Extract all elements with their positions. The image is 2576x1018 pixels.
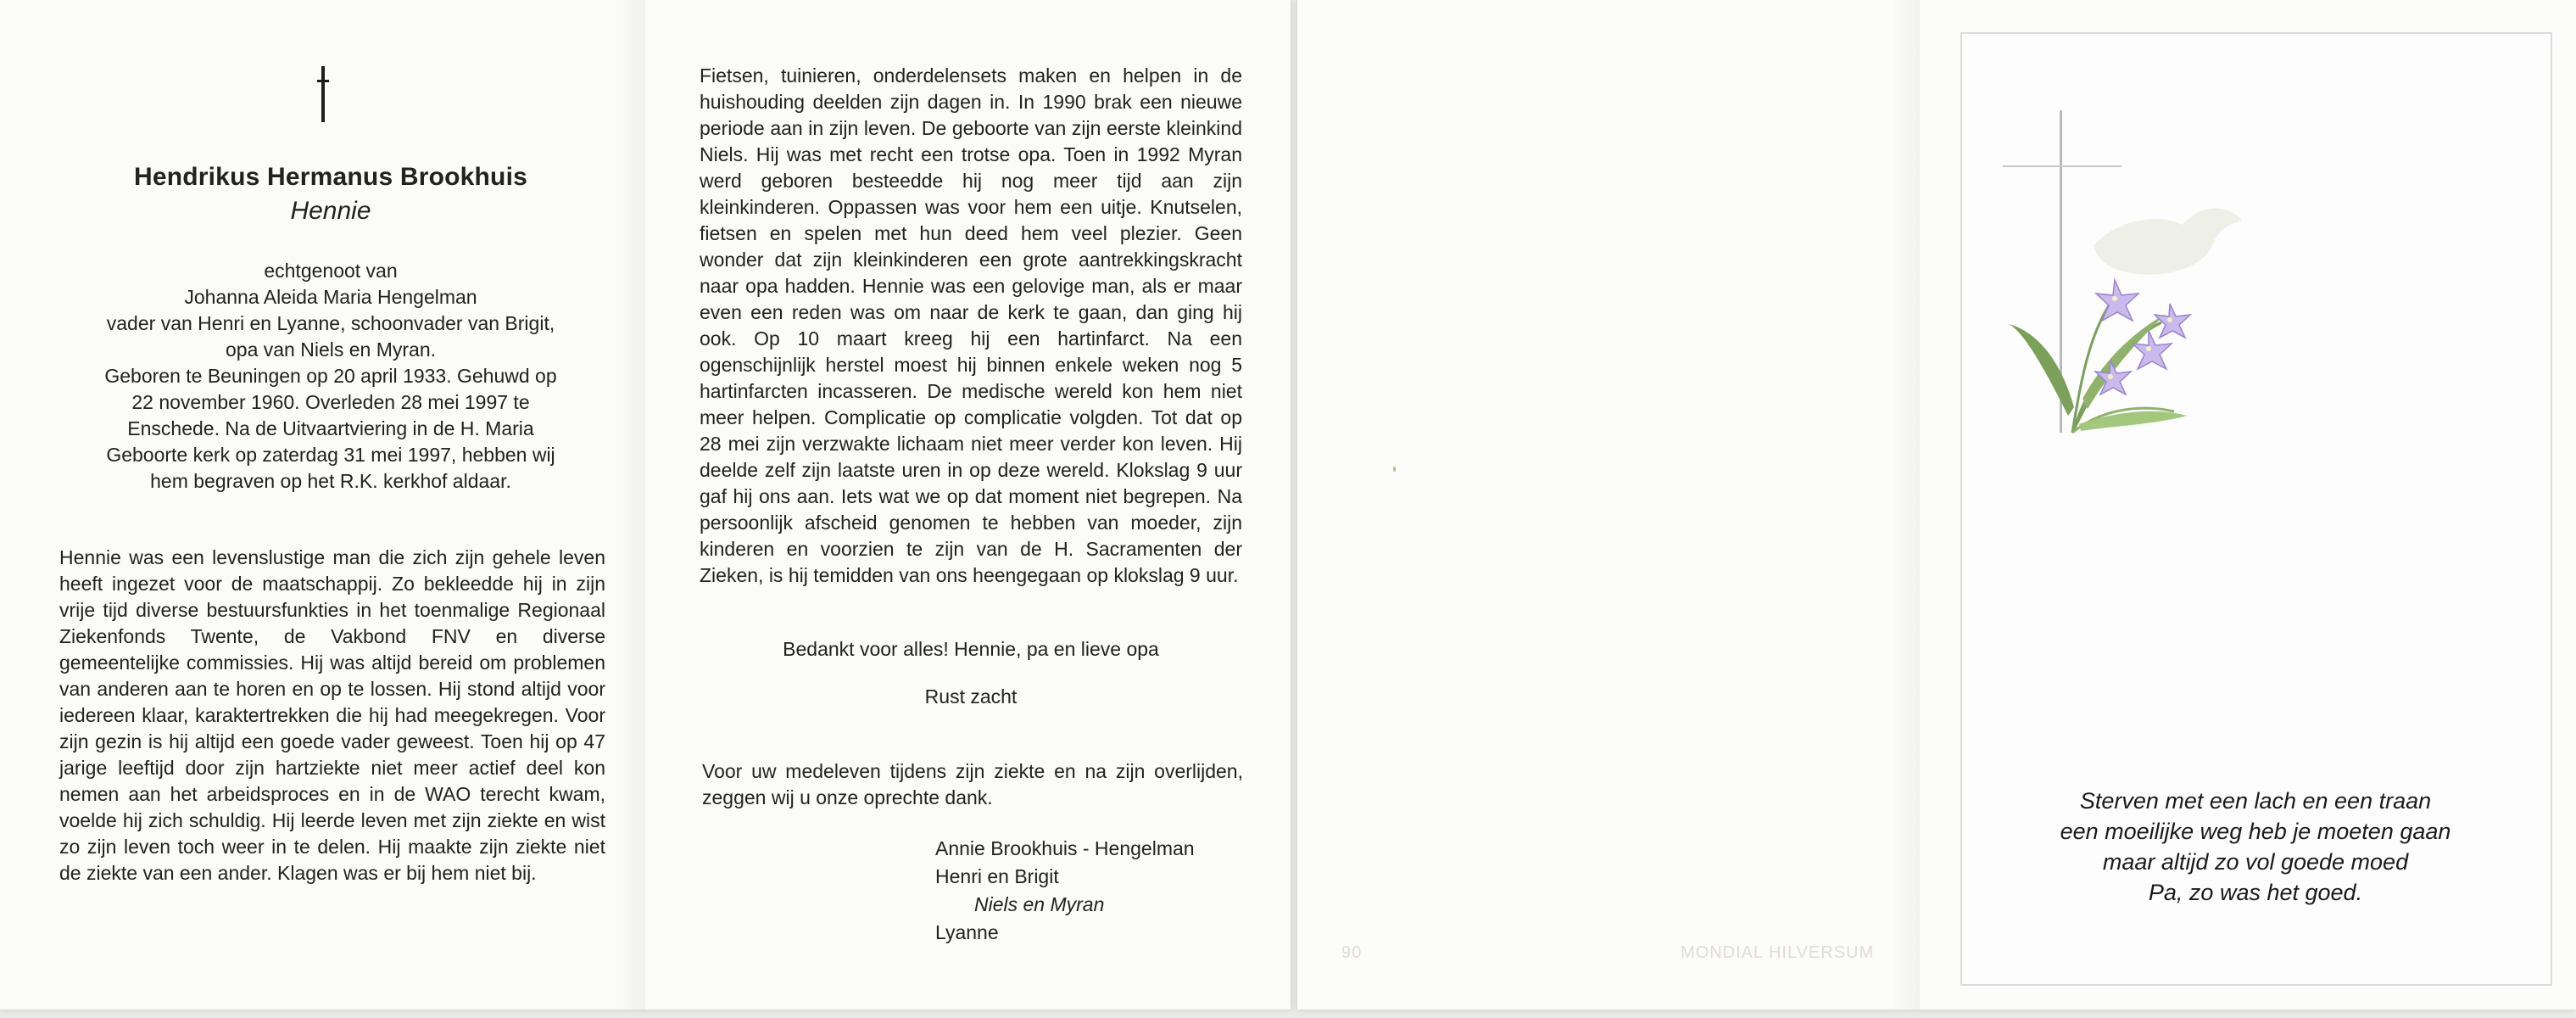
rest-in-peace-line: Rust zacht <box>924 685 1018 708</box>
memorial-poem <box>1984 786 2527 908</box>
inner-left-page <box>0 0 644 1010</box>
family-and-dates <box>51 258 611 495</box>
inner-spread <box>0 0 1291 1010</box>
poem-line: Sterven met een lach en een traan <box>2079 788 2432 814</box>
intro-line: Geboorte kerk op zaterdag 31 mei 1997, hebben wij <box>106 444 555 466</box>
cross-with-flowers-icon <box>1988 76 2259 458</box>
signature-line: Henri en Brigit <box>935 865 1059 887</box>
biography-text: Hennie was een levenslustige man die zich zijn gehele leven heeft ingezet voor de maatschappij. Zo bekleedde hij in zijn vrije tijd diverse bestuursfunkties in het toenmalige Regionaal Ziekenfonds Twente, de Vakbond FNV en diverse gemeentelijke commissies. Hij was altijd bereid om problemen van anderen aan te horen en op te lossen. Hij stond altijd voor iedereen klaar, karaktertrekken die hij had meegekregen. Voor zijn gezin is hij altijd een goede vader geweest. Toen hij op 47 jarige leeftijd door zijn hartziekte niet meer actief deel kon nemen aan het arbeidsproces en in de WAO terecht kwam, voelde hij zich schuldig. Hij leerde leven met zijn ziekte en wist zo zijn leven toch weer in te delen. Hij maakte zijn ziekte niet de ziekte van een ander. Klagen was er bij hem niet bij. <box>59 546 605 884</box>
intro-line: Geboren te Beuningen op 20 april 1933. Gehuwd op <box>104 365 557 387</box>
biography-text: Fietsen, tuinieren, onderdelensets maken en helpen in de huishouding deelden zijn dagen in. In 1990 brak een nieuwe periode aan in zijn leven. De geboorte van zijn eerste kleinkind Niels. Hij was met recht een trotse opa. Toen in 1992 Myran werd geboren besteedde hij nog meer tijd aan zijn kleinkinderen. Oppassen was voor hem een uitje. Knutselen, fietsen en spelen met hun deed hem veel plezier. Geen wonder dat zijn kleinkinderen een grote aantrekkingskracht naar opa hadden. Hennie was een gelovige man, als er maar even een reden was om naar de kerk te gaan, dan ging hij ook. Op 10 maart kreeg hij een hartinfarct. Na een ogenschijnlijk herstel moest hij binnen enkele weken nog 5 hartinfarcten incasseren. De medische wereld kon hem niet meer helpen. Complicatie op complicatie volgden. Tot dat op 28 mei zijn verzwakte lichaam niet meer verder kon leven. Hij deelde zelf zijn laatste uren in op deze wereld. Klokslag 9 uur gaf hij ons aan. Iets wat we op dat moment niet begrepen. Na persoonlijk afscheid genomen te hebben van moeder, zijn kinderen en voorzien te zijn van de H. Sacramenten der Zieken, is hij temidden van ons heengegaan op klokslag 9 uur. <box>700 64 1242 586</box>
intro-line: Enschede. Na de Uitvaartviering in de H. Maria <box>127 417 534 439</box>
biography-part-2 <box>700 63 1242 589</box>
biography-part-1 <box>59 545 605 887</box>
intro-line: Johanna Aleida Maria Hengelman <box>184 286 477 308</box>
fold-shadow <box>1891 0 1920 1010</box>
intro-line: echtgenoot van <box>264 260 398 282</box>
condolence-text <box>702 758 1243 811</box>
family-signatures <box>935 835 1195 947</box>
poem-line: Pa, zo was het goed. <box>2148 880 2363 905</box>
paper-speck <box>1393 467 1396 472</box>
printer-code: 90 <box>1341 943 1363 962</box>
poem-line: een moeilijke weg heb je moeten gaan <box>2060 819 2451 844</box>
signature-line: Niels en Myran <box>974 893 1105 915</box>
thanks-line: Bedankt voor alles! Hennie, pa en lieve opa <box>783 638 1159 660</box>
printer-imprint: MONDIAL HILVERSUM <box>1681 943 1875 962</box>
intro-line: hem begraven op het R.K. kerkhof aldaar. <box>150 470 511 492</box>
intro-line: opa van Niels en Myran. <box>225 338 436 361</box>
signature-line: Annie Brookhuis - Hengelman <box>935 837 1195 859</box>
intro-line: vader van Henri en Lyanne, schoonvader van Brigit, <box>106 312 555 334</box>
cross-icon <box>317 66 329 122</box>
poem-line: maar altijd zo vol goede moed <box>2102 849 2409 875</box>
condolence-paragraph: Voor uw medeleven tijdens zijn ziekte en na zijn overlijden, zeggen wij u onze oprechte dank. <box>702 760 1243 808</box>
intro-line: 22 november 1960. Overleden 28 mei 1997 te <box>131 391 530 413</box>
deceased-nickname: Hennie <box>290 197 371 225</box>
signature-line: Lyanne <box>935 921 999 943</box>
deceased-name: Hendrikus Hermanus Brookhuis <box>133 163 528 191</box>
